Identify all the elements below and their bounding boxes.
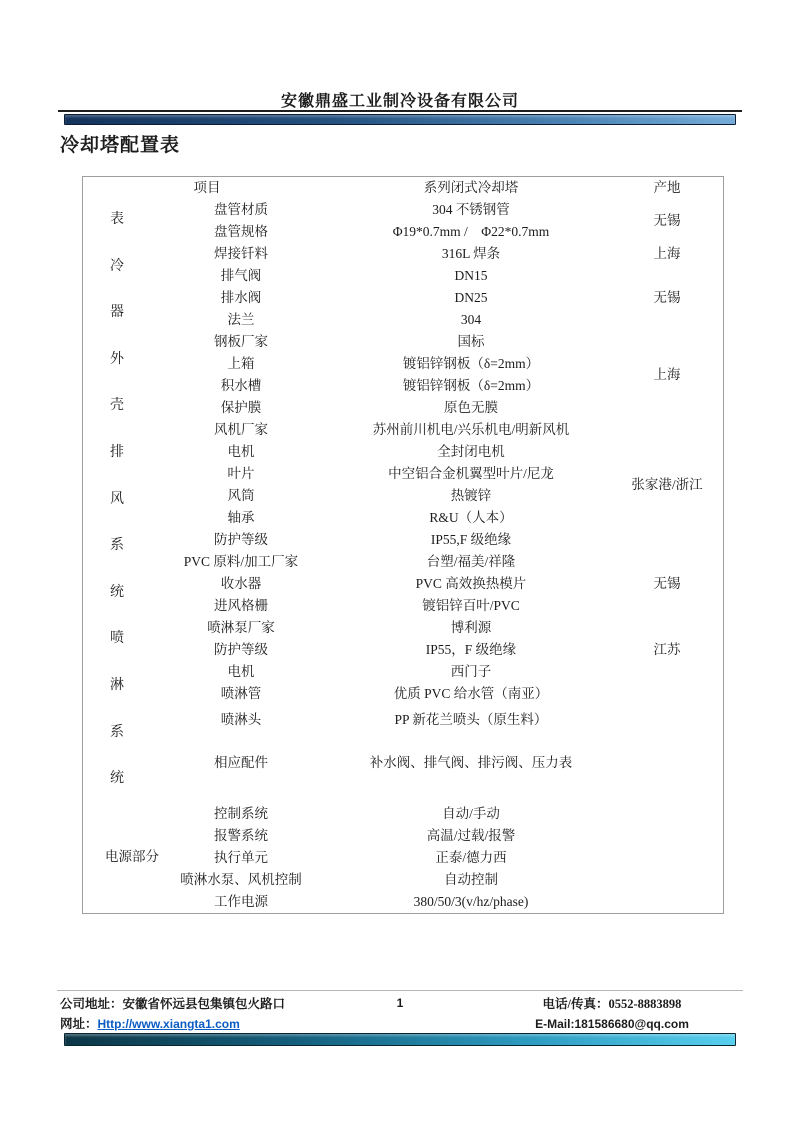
- table-row: [83, 705, 723, 735]
- table-body: [83, 199, 723, 913]
- origin-cell: 上海: [653, 366, 681, 382]
- item-cell: 盘管材质: [214, 201, 268, 217]
- item-cell: 排水阀: [220, 289, 262, 305]
- table-row: [83, 397, 723, 419]
- table-row: [83, 463, 723, 492]
- value-cell: PP 新花兰喷头（原生料）: [394, 711, 548, 727]
- table-row: [83, 573, 723, 595]
- value-cell: IP55，F 级绝缘: [425, 641, 517, 657]
- group-label-char: 外: [110, 351, 124, 367]
- value-cell: DN25: [454, 289, 488, 305]
- website-label: 网址：: [60, 1017, 98, 1031]
- table-row: [83, 683, 723, 705]
- item-cell: 积水槽: [220, 377, 262, 393]
- value-cell: 镀铝锌钢板（δ=2mm）: [402, 355, 540, 371]
- group-label-char: 统: [110, 584, 124, 600]
- value-cell: 自动/手动: [442, 805, 500, 821]
- group-label-char: 壳: [110, 398, 124, 414]
- item-cell: 叶片: [227, 465, 255, 481]
- value-cell: 304: [460, 311, 482, 327]
- table-row: [83, 803, 723, 825]
- table-row: [83, 551, 723, 573]
- column-header-item: 项目: [193, 179, 221, 195]
- footer-gradient-bar: [64, 1033, 736, 1046]
- item-cell: 喷淋头: [220, 711, 262, 727]
- table-row: [83, 529, 723, 551]
- value-cell: 380/50/3(v/hz/phase): [413, 893, 529, 909]
- table-row: [83, 639, 723, 661]
- value-cell: PVC 高效换热模片: [415, 575, 527, 591]
- table-row: [83, 661, 723, 683]
- table-row: [83, 265, 723, 287]
- table-row: [83, 617, 723, 639]
- item-cell: 执行单元: [214, 849, 268, 865]
- group-label-char: 淋: [110, 678, 124, 693]
- origin-cell: 无锡: [653, 212, 681, 228]
- item-cell: 电机: [227, 443, 255, 459]
- value-cell: 镀铝锌百叶/PVC: [422, 597, 520, 613]
- table-row: [83, 419, 723, 441]
- value-cell: 全封闭电机: [437, 443, 505, 459]
- column-header-series: 系列闭式冷却塔: [423, 179, 519, 195]
- item-cell: 工作电源: [214, 893, 268, 909]
- table-row: [83, 441, 723, 463]
- value-cell: IP55,F 级绝缘: [430, 531, 512, 547]
- email: E-Mail:181586680@qq.com: [535, 1017, 689, 1031]
- item-cell: 控制系统: [214, 805, 268, 821]
- value-cell: 优质 PVC 给水管（南亚）: [393, 685, 549, 701]
- group-label-char: 喷: [110, 631, 124, 647]
- group-label-char: 表: [110, 212, 124, 227]
- group-label-char: 风: [110, 491, 124, 507]
- company-address: 公司地址：安徽省怀远县包集镇包火路口: [60, 997, 286, 1011]
- origin-cell: 无锡: [653, 289, 681, 305]
- table-row: [83, 595, 723, 617]
- table-row: [83, 309, 723, 331]
- value-cell: 自动控制: [444, 871, 498, 887]
- table-row: [83, 847, 723, 869]
- item-cell: 风筒: [227, 487, 255, 503]
- page-number: 1: [396, 996, 404, 1010]
- value-cell: Φ19*0.7mm / Φ22*0.7mm: [392, 223, 550, 239]
- section-title: 冷却塔配置表: [60, 135, 181, 156]
- item-cell: 相应配件: [214, 754, 268, 770]
- value-cell: 高温/过载/报警: [426, 827, 516, 843]
- item-cell: 喷淋泵厂家: [207, 619, 275, 635]
- value-cell: 苏州前川机电/兴乐机电/明新风机: [372, 421, 570, 437]
- group-label-char: 器: [110, 305, 124, 321]
- footer-right-block: [502, 994, 722, 1034]
- group-label-char: 排: [110, 445, 124, 460]
- table-row: [83, 243, 723, 265]
- item-cell: PVC 原料/加工厂家: [183, 553, 299, 569]
- item-cell: 盘管规格: [214, 223, 268, 239]
- item-cell: 风机厂家: [214, 421, 268, 437]
- website-link[interactable]: Http://www.xiangta1.com: [97, 1017, 240, 1031]
- item-cell: 防护等级: [214, 641, 268, 657]
- group-label-char: 统: [110, 771, 124, 787]
- item-cell: 电机: [227, 663, 255, 679]
- item-cell: 进风格栅: [214, 597, 268, 613]
- config-table: [82, 176, 724, 914]
- header-gradient-bar: [64, 114, 736, 125]
- value-cell: 316L 焊条: [441, 245, 501, 261]
- table-row: [83, 735, 723, 791]
- item-cell: 焊接钎料: [214, 245, 268, 261]
- group-label-power: 电源部分: [105, 849, 159, 864]
- item-cell: 法兰: [227, 311, 255, 327]
- value-cell: 台塑/福美/祥隆: [426, 553, 516, 569]
- origin-cell: 张家港/浙江: [631, 476, 703, 492]
- value-cell: 博利源: [450, 619, 492, 635]
- title-underline: [58, 110, 742, 112]
- table-row: [83, 891, 723, 913]
- table-row: [83, 353, 723, 382]
- value-cell: 原色无膜: [444, 399, 498, 415]
- website-line: [60, 1014, 285, 1034]
- item-cell: 轴承: [227, 509, 255, 525]
- value-cell: 304 不锈钢管: [432, 201, 510, 217]
- item-cell: 钢板厂家: [214, 333, 268, 349]
- item-cell: 喷淋水泵、风机控制: [180, 871, 302, 887]
- item-cell: 防护等级: [214, 531, 268, 547]
- table-row: [83, 287, 723, 309]
- table-row: [83, 199, 723, 228]
- origin-cell: 江苏: [653, 641, 681, 657]
- group-label-char: 系: [110, 538, 124, 554]
- value-cell: 补水阀、排气阀、排污阀、压力表: [369, 754, 573, 770]
- value-cell: 正泰/德力西: [435, 849, 507, 865]
- origin-cell: 上海: [653, 245, 681, 261]
- value-cell: DN15: [454, 267, 488, 283]
- value-cell: 中空铝合金机翼型叶片/尼龙: [388, 465, 554, 481]
- value-cell: 国标: [457, 333, 485, 349]
- company-name: 安徽鼎盛工业制冷设备有限公司: [280, 93, 519, 110]
- table-row: [83, 331, 723, 353]
- item-cell: 排气阀: [220, 267, 262, 283]
- item-cell: 上箱: [227, 355, 255, 371]
- footer-left-block: [60, 994, 285, 1034]
- item-cell: 报警系统: [214, 827, 268, 843]
- item-cell: 保护膜: [220, 399, 262, 415]
- item-cell: 喷淋管: [220, 685, 262, 701]
- value-cell: R&U（人本）: [429, 509, 513, 525]
- table-header-row: [83, 177, 723, 199]
- phone-fax: 电话/传真：0552-8883898: [542, 997, 682, 1011]
- group-label-char: 冷: [110, 258, 124, 274]
- table-row: [83, 825, 723, 847]
- table-row: [83, 507, 723, 529]
- value-cell: 热镀锌: [450, 487, 492, 503]
- table-row: [83, 869, 723, 891]
- value-cell: 镀铝锌钢板（δ=2mm）: [402, 377, 540, 393]
- value-cell: 西门子: [450, 663, 492, 679]
- footer-separator: [57, 990, 743, 991]
- column-header-origin: 产地: [653, 179, 681, 195]
- item-cell: 收水器: [220, 575, 262, 591]
- group-label-char: 系: [110, 724, 124, 740]
- origin-cell: 无锡: [653, 575, 681, 591]
